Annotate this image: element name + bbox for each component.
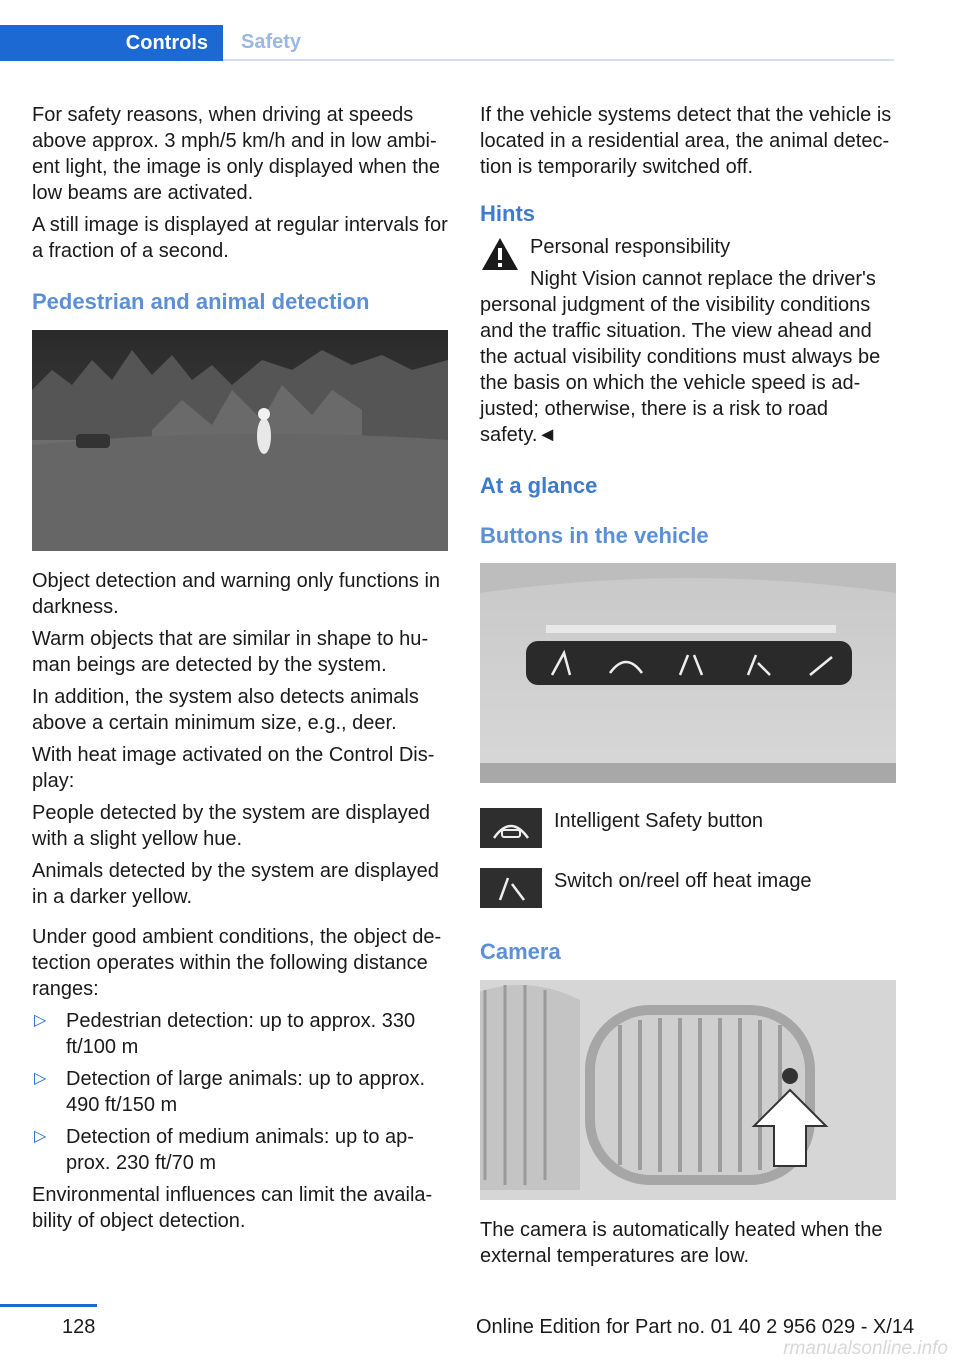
intelligent-safety-row (480, 808, 896, 848)
heading-detection: Pedestrian and animal detection (32, 289, 370, 314)
list-item: ▷ Detection of large animals: up to approx. 490 ft/150 m (34, 1068, 426, 1116)
paragraph: Warm objects that are similar in shape to human beings are detected by the system. (32, 628, 429, 676)
camera-grille-image (480, 980, 896, 1205)
paragraph: Environmental influences can limit the availability of object detection. (32, 1184, 433, 1232)
page-number-bar (0, 1304, 97, 1307)
warning-title: Personal responsibility (530, 236, 731, 258)
paragraph: Animals detected by the system are displayed in a darker yellow. (32, 860, 439, 908)
list-item: ▷ Pedestrian detection: up to approx. 330 ft/100 m (34, 1010, 416, 1058)
night-vision-image (32, 330, 448, 556)
heat-image-row (480, 868, 896, 908)
paragraph: The camera is automatically heated when the external temperatures are low. (480, 1219, 883, 1267)
intelligent-safety-label: Intelligent Safety button (554, 810, 764, 832)
heat-image-button-icon (480, 868, 542, 908)
paragraph: A still image is displayed at regular intervals for a fraction of a second. (32, 214, 448, 262)
warning-triangle-icon (480, 236, 520, 272)
distance-list (32, 1008, 448, 1176)
paragraph: With heat image activated on the Control Display: (32, 744, 435, 792)
paragraph: Under good ambient conditions, the object detection operates within the following distance ranges: (32, 926, 442, 1000)
paragraph: Object detection and warning only functions in darkness. (32, 570, 441, 618)
triangle-bullet-icon: ▷ (34, 1070, 47, 1087)
edition-footer: Online Edition for Part no. 01 40 2 956 029 - X/14 (476, 1316, 915, 1338)
paragraph: If the vehicle systems detect that the vehicle is located in a residential area, the animal detection is temporarily switched off. (480, 104, 892, 178)
button-panel-image (480, 563, 896, 788)
page-number: 128 (62, 1316, 96, 1338)
heading-buttons: Buttons in the vehicle (480, 523, 709, 548)
header-tabs (0, 25, 894, 61)
heat-image-label: Switch on/reel off heat image (554, 870, 812, 892)
heading-at-a-glance: At a glance (480, 473, 598, 498)
paragraph: For safety reasons, when driving at speeds above approx. 3 mph/5 km/h and in low ambient light, the image is only displayed when the low beams are activated. (32, 104, 441, 204)
paragraph: People detected by the system are displayed with a slight yellow hue. (32, 802, 431, 850)
tab-safety[interactable]: Safety (223, 25, 894, 61)
watermark: rmanualsonline.info (783, 1338, 948, 1359)
heading-hints: Hints (480, 201, 535, 226)
heading-camera: Camera (480, 939, 561, 964)
right-column (480, 102, 896, 1275)
triangle-bullet-icon: ▷ (34, 1012, 47, 1029)
triangle-bullet-icon: ▷ (34, 1128, 47, 1145)
tab-controls[interactable]: Controls (0, 25, 223, 61)
warning-block (480, 234, 896, 448)
warning-text: Night Vision cannot replace the driver's personal judgment of the visibility conditions and the traffic situation. The view ahead and the actual visibility conditions must always be the basis on which the vehicle speed is adjusted; otherwise, there is a risk to road safety.◄ (480, 268, 881, 446)
intelligent-safety-button-icon (480, 808, 542, 848)
list-item: ▷ Detection of medium animals: up to approx. 230 ft/70 m (34, 1126, 414, 1174)
left-column (32, 102, 448, 1240)
paragraph: In addition, the system also detects animals above a certain minimum size, e.g., deer. (32, 686, 419, 734)
